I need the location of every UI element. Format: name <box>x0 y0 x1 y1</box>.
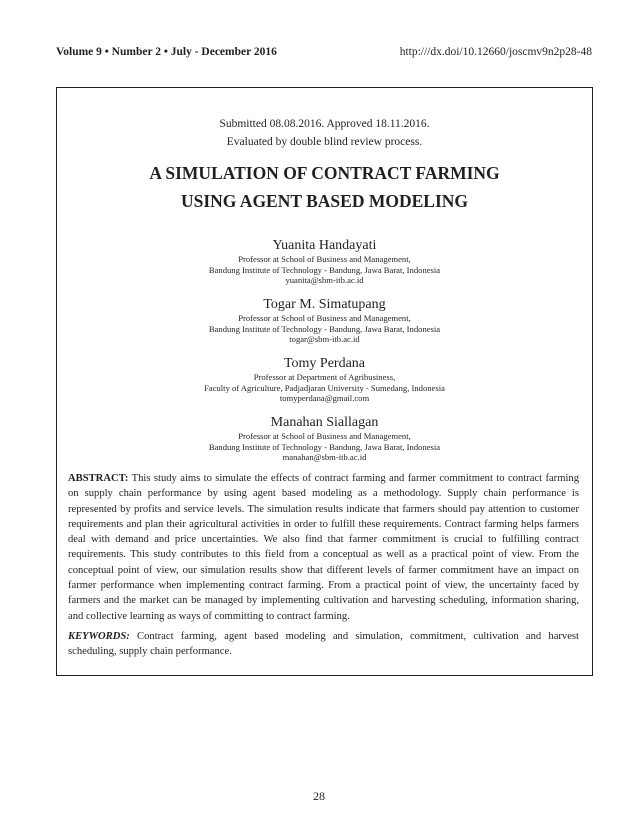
running-header <box>56 46 592 58</box>
abstract-label: ABSTRACT: <box>68 473 129 484</box>
author-position: Professor at Department of Agribusiness, <box>253 372 396 382</box>
author-block <box>57 415 592 463</box>
author-institution: Bandung Institute of Technology - Bandung, Jawa Barat, Indonesia <box>208 441 441 452</box>
page-number: 28 <box>313 789 325 803</box>
author-institution: Faculty of Agriculture, Padjadjaran University - Sumedang, Indonesia <box>204 382 445 393</box>
abstract-paragraph <box>68 471 579 624</box>
author-email[interactable]: manahan@sbm-itb.ac.id <box>282 452 367 462</box>
author-institution: Bandung Institute of Technology - Bandung, Jawa Barat, Indonesia <box>208 323 441 334</box>
keywords-paragraph <box>68 629 579 660</box>
submission-dates: Submitted 08.08.2016. Approved 18.11.2016. <box>219 118 430 130</box>
author-name: Tomy Perdana <box>283 356 366 371</box>
author-name: Yuanita Handayati <box>272 238 377 253</box>
title-line-2: USING AGENT BASED MODELING <box>180 191 469 211</box>
author-name: Togar M. Simatupang <box>263 297 386 312</box>
author-institution: Bandung Institute of Technology - Bandung, Jawa Barat, Indonesia <box>208 264 441 275</box>
review-process: Evaluated by double blind review process. <box>226 136 423 148</box>
keywords-label: KEYWORDS: <box>68 631 130 642</box>
author-position: Professor at School of Business and Management, <box>238 313 411 323</box>
volume-info: Volume 9 • Number 2 • July - December 2016 <box>56 46 277 58</box>
abstract-text: This study aims to simulate the effects of contract farming and farmer commitment to contract farming on supply chain performance by using agent based modeling as a methodology. Supply chain performance is represented by profits and service levels. The simulation results indicate that farmers should pay attention to customer requirements and plan their agricultural activities in order to fulfill these requirements. Contract farming helps farmers deal with demand and price uncertainties. We also find that farmer commitment is crucial to fulfilling contract requirements. This study contributes to this field from a conceptual as well as a practical point of view. From the conceptual point of view, our simulation results show that different levels of farmer commitment have an impact on farmer performance when implementing contract farming. From a practical point of view, the uncertainty faced by farmers and the market can be managed by implementing cultivation and harvesting scheduling, information sharing, and collective learning as ways of committing to contract farming. <box>68 473 579 622</box>
author-block <box>57 356 592 404</box>
abstract-box <box>56 87 593 676</box>
submission-info <box>57 115 592 151</box>
paper-title <box>57 159 592 215</box>
author-position: Professor at School of Business and Management, <box>238 254 411 264</box>
author-name: Manahan Siallagan <box>270 415 379 430</box>
author-email[interactable]: togar@sbm-itb.ac.id <box>289 334 360 344</box>
author-block <box>57 238 592 286</box>
author-position: Professor at School of Business and Management, <box>238 431 411 441</box>
title-line-1: A SIMULATION OF CONTRACT FARMING <box>149 163 500 183</box>
author-email[interactable]: yuanita@sbm-itb.ac.id <box>285 275 364 285</box>
keywords-text: Contract farming, agent based modeling and simulation, commitment, cultivation and harvest scheduling, supply chain performance. <box>68 631 579 658</box>
doi-link[interactable]: http:///dx.doi/10.12660/joscmv9n2p28-48 <box>399 46 592 58</box>
author-email[interactable]: tomyperdana@gmail.com <box>279 393 370 403</box>
author-block <box>57 297 592 345</box>
